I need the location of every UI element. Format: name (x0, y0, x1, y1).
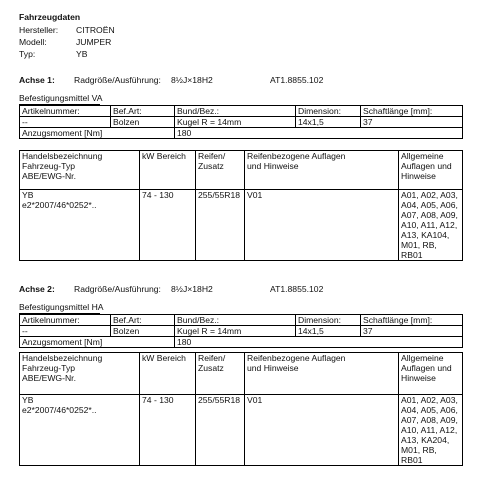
header-dimension: Dimension: (296, 106, 361, 117)
fastening-title: Befestigungsmittel VA (19, 93, 103, 103)
header-shaft-length: Schaftlänge [mm]: (361, 315, 463, 326)
cell-dimension: 14x1,5 (296, 117, 361, 128)
part-number: AT1.8855.102 (270, 284, 324, 294)
rim-size-label: Radgröße/Ausführung: (74, 75, 161, 85)
cell-shaft-length: 37 (361, 326, 463, 337)
cell-article-number: -- (20, 326, 111, 337)
header-kw-range: kW Bereich (140, 151, 196, 190)
approval-table (19, 150, 463, 261)
cell-tire: 255/55R18 (196, 395, 245, 466)
fastening-title: Befestigungsmittel HA (19, 302, 104, 312)
type-value: YB (76, 49, 88, 59)
cell-collar: Kugel R = 14mm (175, 117, 296, 128)
axle-title: Achse 1: (19, 75, 55, 85)
rim-size-value: 8½J×18H2 (171, 284, 213, 294)
manufacturer-label: Hersteller: (19, 25, 59, 35)
manufacturer-value: CITROËN (76, 25, 115, 35)
cell-trade-name: YB e2*2007/46*0252*.. (20, 190, 140, 261)
cell-kw-range: 74 - 130 (140, 190, 196, 261)
cell-fastening-type: Bolzen (111, 326, 175, 337)
cell-dimension: 14x1,5 (296, 326, 361, 337)
vehicle-data-block (0, 26, 200, 62)
torque-value: 180 (175, 128, 463, 139)
cell-shaft-length: 37 (361, 117, 463, 128)
axle-title: Achse 2: (19, 284, 55, 294)
model-label: Modell: (19, 37, 47, 47)
header-general-conditions: Allgemeine Auflagen und Hinweise (399, 151, 463, 190)
torque-value: 180 (175, 337, 463, 348)
header-fastening-type: Bef.Art: (111, 315, 175, 326)
header-fastening-type: Bef.Art: (111, 106, 175, 117)
cell-tire-conditions: V01 (245, 190, 399, 261)
model-value: JUMPER (76, 37, 112, 47)
torque-label: Anzugsmoment [Nm] (20, 128, 175, 139)
approval-table (19, 352, 463, 466)
header-article-number: Artikelnummer: (20, 106, 111, 117)
header-general-conditions: Allgemeine Auflagen und Hinweise (399, 353, 463, 395)
cell-kw-range: 74 - 130 (140, 395, 196, 466)
header-article-number: Artikelnummer: (20, 315, 111, 326)
rim-size-value: 8½J×18H2 (171, 75, 213, 85)
header-dimension: Dimension: (296, 315, 361, 326)
vehicle-data-title: Fahrzeugdaten (19, 12, 81, 22)
header-shaft-length: Schaftlänge [mm]: (361, 106, 463, 117)
header-tire-conditions: Reifenbezogene Auflagen und Hinweise (245, 353, 399, 395)
cell-collar: Kugel R = 14mm (175, 326, 296, 337)
fastening-table (19, 314, 463, 348)
type-label: Typ: (19, 49, 36, 59)
rim-size-label: Radgröße/Ausführung: (74, 284, 161, 294)
cell-tire: 255/55R18 (196, 190, 245, 261)
header-trade-name: Handelsbezeichnung Fahrzeug-Typ ABE/EWG-Nr. (20, 353, 140, 395)
cell-article-number: -- (20, 117, 111, 128)
header-tire: Reifen/ Zusatz (196, 353, 245, 395)
header-tire-conditions: Reifenbezogene Auflagen und Hinweise (245, 151, 399, 190)
cell-general-conditions: A01, A02, A03, A04, A05, A06, A07, A08, A09, A10, A11, A12, A13, KA204, M01, RB, RB01 (399, 395, 463, 466)
header-kw-range: kW Bereich (140, 353, 196, 395)
cell-trade-name: YB e2*2007/46*0252*.. (20, 395, 140, 466)
cell-general-conditions: A01, A02, A03, A04, A05, A06, A07, A08, A09, A10, A11, A12, A13, KA104, M01, RB, RB01 (399, 190, 463, 261)
header-collar: Bund/Bez.: (175, 315, 296, 326)
torque-label: Anzugsmoment [Nm] (20, 337, 175, 348)
cell-tire-conditions: V01 (245, 395, 399, 466)
part-number: AT1.8855.102 (270, 75, 324, 85)
cell-fastening-type: Bolzen (111, 117, 175, 128)
header-tire: Reifen/ Zusatz (196, 151, 245, 190)
header-collar: Bund/Bez.: (175, 106, 296, 117)
fastening-table (19, 105, 463, 139)
header-trade-name: Handelsbezeichnung Fahrzeug-Typ ABE/EWG-Nr. (20, 151, 140, 190)
